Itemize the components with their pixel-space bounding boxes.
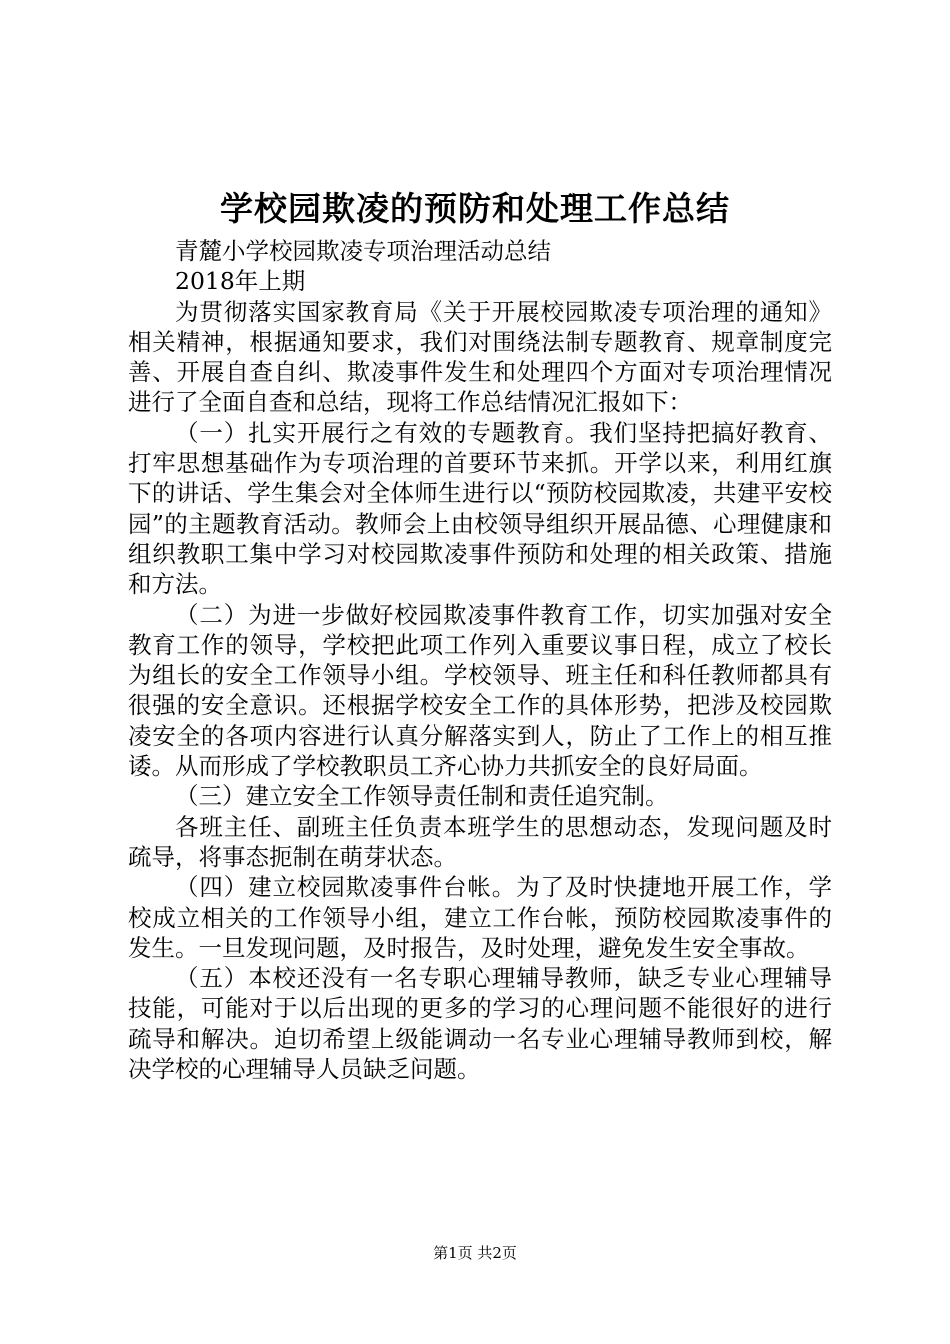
page-footer: 第1页 共2页	[433, 1244, 517, 1262]
intro-paragraph: 为贯彻落实国家教育局《关于开展校园欺凌专项治理的通知》相关精神，根据通知要求，我们对围绕法制专题教育、规章制度完善、开展自查自纠、欺凌事件发生和处理四个方面对专项治理情况进行了全面自查和总结，现将工作总结情况汇报如下：	[128, 297, 832, 417]
section-2-paragraph: （二）为进一步做好校园欺凌事件教育工作，切实加强对安全教育工作的领导，学校把此项工作列入重要议事日程，成立了校长为组长的安全工作领导小组。学校领导、班主任和科任教师都具有很强的安全意识。还根据学校安全工作的具体形势，把涉及校园欺凌安全的各项内容进行认真分解落实到人，防止了工作上的相互推诿。从而形成了学校教职员工齐心协力共抓安全的良好局面。	[128, 600, 832, 781]
section-4-paragraph: （四）建立校园欺凌事件台帐。为了及时快捷地开展工作，学校成立相关的工作领导小组，建立工作台帐，预防校园欺凌事件的发生。一旦发现问题，及时报告，及时处理，避免发生安全事故。	[128, 873, 832, 962]
term-paragraph: 2018年上期	[175, 267, 306, 296]
document-title: 学校园欺凌的预防和处理工作总结	[220, 189, 730, 228]
subtitle-paragraph: 青麓小学校园欺凌专项治理活动总结	[175, 237, 551, 265]
section-5-paragraph: （五）本校还没有一名专职心理辅导教师，缺乏专业心理辅导技能，可能对于以后出现的更多的学习的心理问题不能很好的进行疏导和解决。迫切希望上级能调动一名专业心理辅导教师到校，解决学校的心理辅导人员缺乏问题。	[128, 964, 832, 1084]
document-body	[128, 236, 832, 1084]
section-3-heading: （三）建立安全工作领导责任制和责任追究制。	[175, 782, 669, 811]
section-3-paragraph: 各班主任、副班主任负责本班学生的思想动态，发现问题及时疏导，将事态扼制在萌芽状态。	[128, 812, 832, 871]
section-1-paragraph: （一）扎实开展行之有效的专题教育。我们坚持把搞好教育、打牢思想基础作为专项治理的首要环节来抓。开学以来，利用红旗下的讲话、学生集会对全体师生进行以“预防校园欺凌，共建平安校园”的主题教育活动。教师会上由校领导组织开展品德、心理健康和组织教职工集中学习对校园欺凌事件预防和处理的相关政策、措施和方法。	[128, 418, 832, 599]
